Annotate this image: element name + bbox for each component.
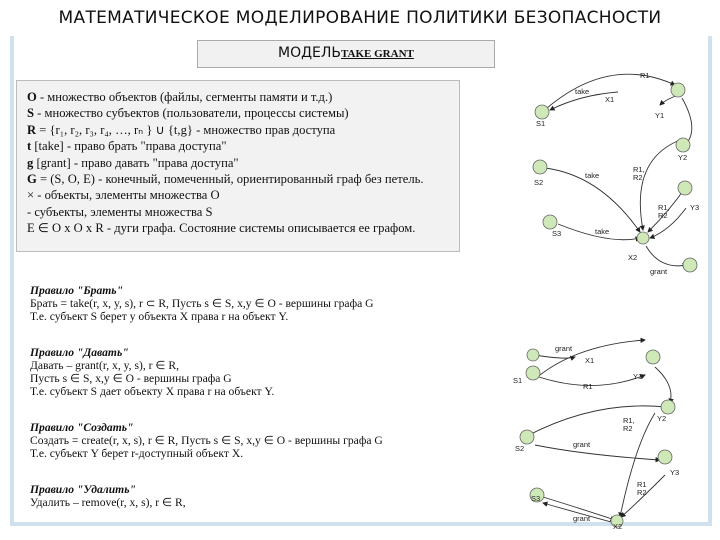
graph-label: R1, <box>633 165 645 174</box>
rule-line: Удалить – remove(r, x, s), r ∈ R, <box>30 496 186 509</box>
def-objects: × - объекты, элементы множества O <box>27 188 220 203</box>
graph-label: R1 <box>583 382 593 391</box>
take-graph-diagram <box>500 60 710 280</box>
graph-node-top-left <box>527 349 539 361</box>
def-edges: E ∈ O x O x R - дуги графа. Состояние системы описывается ее графом. <box>27 221 416 236</box>
graph-label: Y3 <box>670 468 680 477</box>
slide-title: МАТЕМАТИЧЕСКОЕ МОДЕЛИРОВАНИЕ ПОЛИТИКИ БЕЗОПАСНОСТИ <box>58 8 662 28</box>
graph-label: S3 <box>531 494 541 503</box>
rules-list <box>30 284 383 532</box>
graph-label: Y1 <box>633 372 643 381</box>
def-o: O - множество объектов (файлы, сегменты памяти и т.д.) <box>27 90 333 104</box>
graph-label: R1 <box>640 71 650 80</box>
graph-label: take <box>585 171 600 180</box>
rule-grant <box>30 346 383 398</box>
model-label: МОДЕЛЬ <box>278 45 342 61</box>
model-header-box <box>197 40 495 68</box>
def-t: t [take] - право брать "права доступа" <box>27 139 227 154</box>
graph-label: R2 <box>633 173 643 182</box>
graph-label: S2 <box>515 444 525 453</box>
rule-line: Давать – grant(r, x, y, s), r ∈ R, <box>30 359 180 372</box>
rule-heading: Правило "Давать" <box>30 346 129 359</box>
graph-node-y3 <box>658 450 672 464</box>
rule-heading: Правило "Брать" <box>30 284 124 297</box>
graph-label: X2 <box>613 522 623 530</box>
def-graph: G = (S, O, E) - конечный, помеченный, ориентированный граф без петель. <box>27 172 424 187</box>
grant-graph-diagram <box>505 335 710 530</box>
graph-node-y3 <box>678 181 692 195</box>
graph-node-x2 <box>637 232 649 244</box>
def-s: S - множество субъектов (пользователи, процессы системы) <box>27 106 349 121</box>
model-subtitle: TAKE GRANT <box>341 48 414 60</box>
graph-node-r1 <box>671 83 685 97</box>
graph-label: R2 <box>637 488 647 497</box>
graph-label: R2 <box>658 211 668 220</box>
graph-label: R1, <box>658 203 670 212</box>
graph-label: X2 <box>628 253 638 262</box>
graph-edge <box>525 406 665 437</box>
graph-node-top-right <box>646 350 660 364</box>
rule-remove <box>30 483 383 509</box>
graph-label: R2 <box>623 424 633 433</box>
graph-label: Y2 <box>657 414 667 423</box>
graph-edge <box>655 367 671 403</box>
rule-line: Т.е. субъект Y берет r-доступный объект X. <box>30 447 244 460</box>
graph-label: X1 <box>605 95 615 104</box>
graph-label: grant <box>650 267 668 276</box>
graph-node-s1 <box>535 105 549 119</box>
graph-label: X1 <box>585 356 595 365</box>
def-r: R = {r₁, r₂, r₃, r₄, …, rₙ } ∪ {t,g} - множество прав доступа <box>27 122 336 137</box>
graph-label: Y3 <box>690 203 700 212</box>
rule-line: Создать = create(r, x, s), r ∈ R, Пусть s ∈ S, x,y ∈ O - вершины графа G <box>30 434 383 447</box>
graph-label: grant <box>573 514 591 523</box>
rule-heading: Правило "Удалить" <box>30 483 136 496</box>
graph-node-s2 <box>520 430 534 444</box>
def-subjects: - субъекты, элементы множества S <box>27 204 213 219</box>
graph-label: S3 <box>552 229 562 238</box>
rule-line: Брать = take(r, x, y, s), r ⊂ R, Пусть s ∈ S, x,y ∈ O - вершины графа G <box>30 297 374 310</box>
graph-label: R1, <box>623 416 635 425</box>
rule-take <box>30 284 383 323</box>
graph-label: S1 <box>536 119 546 128</box>
rule-line: Пусть s ∈ S, x,y ∈ O - вершины графа G <box>30 372 232 385</box>
graph-edge <box>646 246 687 266</box>
graph-node-y2 <box>661 400 675 414</box>
graph-edge <box>650 208 686 238</box>
rule-create <box>30 421 383 460</box>
graph-node-s2 <box>533 160 547 174</box>
rule-line: Т.е. субъект S берет у объекта X права r на объект Y. <box>30 310 289 323</box>
graph-label: Y1 <box>655 111 665 120</box>
graph-label: take <box>575 87 590 96</box>
graph-node-y2 <box>676 138 690 152</box>
graph-label: S2 <box>534 178 544 187</box>
graph-label: grant <box>555 344 573 353</box>
graph-node-s3 <box>543 215 557 229</box>
graph-edge <box>535 445 660 460</box>
rule-line: Т.е. субъект S дает объекту X права r на объект Y. <box>30 385 275 398</box>
graph-label: take <box>595 227 610 236</box>
graph-label: R1 <box>637 480 647 489</box>
def-g: g [grant] - право давать "права доступа" <box>27 155 239 170</box>
graph-node-grant <box>683 258 697 272</box>
graph-node-s1 <box>526 366 540 380</box>
rule-heading: Правило "Создать" <box>30 421 134 434</box>
graph-label: grant <box>573 440 591 449</box>
graph-label: S1 <box>513 376 523 385</box>
definitions-box <box>16 80 460 252</box>
graph-label: Y2 <box>678 153 688 162</box>
